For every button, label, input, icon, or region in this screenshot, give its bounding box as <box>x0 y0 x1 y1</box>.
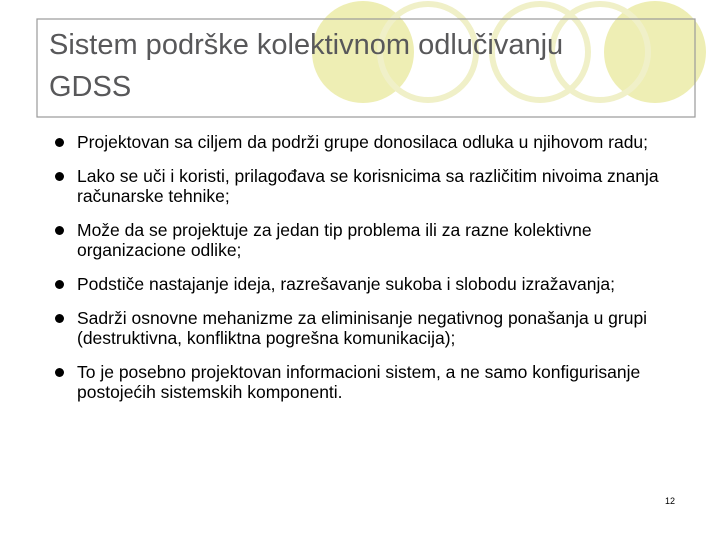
bullet-text: Može da se projektuje za jedan tip problema ili za razne kolektivne organizacione odlike; <box>77 220 592 260</box>
bullet-text: Podstiče nastajanje ideja, razrešavanje sukoba i slobodu izražavanja; <box>77 274 615 294</box>
bullet-dot-icon <box>55 280 64 289</box>
bullet-text: Sadrži osnovne mehanizme za eliminisanje negativnog ponašanja u grupi (destruktivna, konfliktna pogrešna komunikacija); <box>77 308 648 348</box>
bullet-text: Projektovan sa ciljem da podrži grupe donosilaca odluka u njihovom radu; <box>77 132 649 152</box>
bullet-item <box>52 274 692 294</box>
slide-number: 12 <box>664 496 675 506</box>
bullet-item <box>52 220 692 260</box>
bullet-dot-icon <box>55 314 64 323</box>
bullet-item <box>52 308 692 348</box>
bullet-item <box>52 132 692 152</box>
bullet-text: To je posebno projektovan informacioni sistem, a ne samo konfigurisanje postojećih sistemskih komponenti. <box>77 362 641 402</box>
bullet-dot-icon <box>55 138 64 147</box>
bullet-dot-icon <box>55 368 64 377</box>
bullet-dot-icon <box>55 172 64 181</box>
bullet-item <box>52 362 692 402</box>
slide-title: Sistem podrške kolektivnom odlučivanju GDSS <box>49 29 564 103</box>
bullet-text: Lako se uči i koristi, prilagođava se korisnicima sa različitim nivoima znanja računarske tehnike; <box>77 166 659 206</box>
bullet-item <box>52 166 692 206</box>
bullet-dot-icon <box>55 226 64 235</box>
bullet-list <box>52 132 692 416</box>
